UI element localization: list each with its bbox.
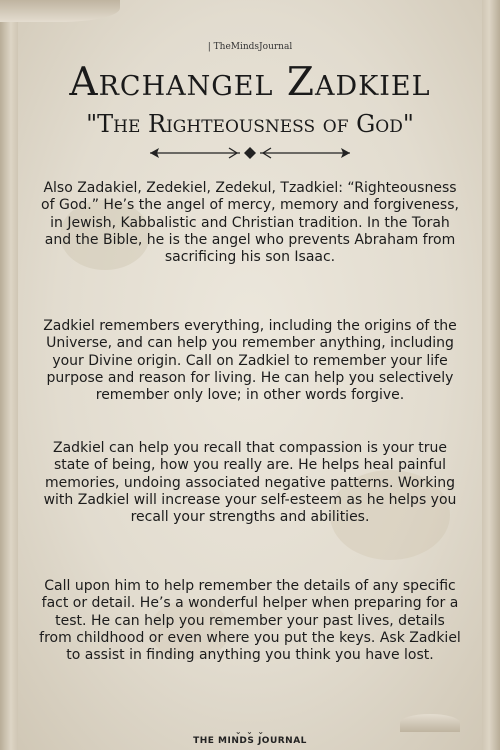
- footer-logo: [0, 728, 500, 746]
- paper-curl-top: [0, 0, 120, 22]
- ornament-divider-icon: [145, 144, 355, 162]
- paragraph-1: Also Zadakiel, Zedekiel, Zedekul, Tzadkiel: “Righteousness of God.” He’s the angel of mercy, memory and forgiveness, in Jewish, Kabbalistic and Christian tradition. In the Torah and the Bible, he is the angel who prevents Abraham from sacrificing his son Isaac.: [41, 180, 459, 266]
- footer-brand: THE MINDS JOURNAL: [193, 736, 307, 746]
- page-subtitle: "The Righteousness of God": [86, 110, 414, 138]
- paragraph-3: Zadkiel can help you recall that compassion is your true state of being, how you really are. He helps heal painful memories, undoing associated negative patterns. Working with Zadkiel will increase your self-esteem as he helps you recall your strengths and abilities.: [43, 440, 457, 526]
- birds-icon: ⌄ ⌄ ⌄: [234, 727, 266, 736]
- watermark-text: | TheMindsJournal: [207, 42, 293, 52]
- page-title: Archangel Zadkiel: [69, 60, 431, 105]
- paragraph-4: Call upon him to help remember the details of any specific fact or detail. He’s a wonderful helper when preparing for a test. He can help you remember your past lives, details from childhood or even where you put the keys. Ask Zadkiel to assist in finding anything you think you have lost.: [39, 578, 461, 664]
- paragraph-2: Zadkiel remembers everything, including the origins of the Universe, and can help you remember anything, including your Divine origin. Call on Zadkiel to remember your life purpose and reason for living. He can help you selectively remember only love; in other words forgive.: [43, 318, 457, 404]
